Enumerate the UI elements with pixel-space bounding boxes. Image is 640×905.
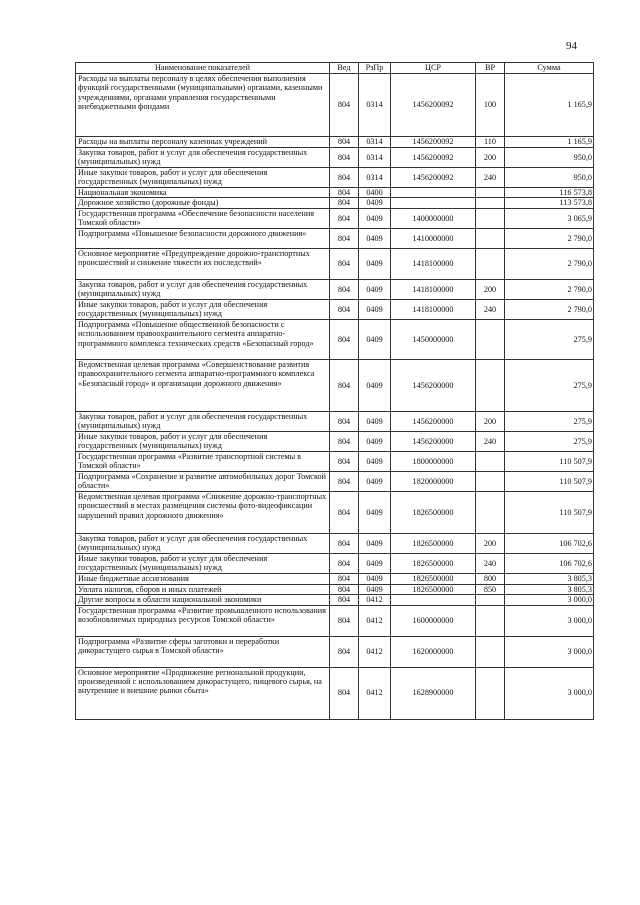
header-name: Наименование показателей [76, 63, 330, 74]
row-ved: 804 [330, 228, 359, 248]
row-csr: 1820000000 [391, 471, 476, 491]
row-name: Расходы на выплаты персоналу в целях обеспечения выполнения функций государственными (муниципальными) органами, казенными учреждениями, органами управления государственными внебюджетными фондами [76, 74, 330, 137]
row-sum: 2 790,0 [505, 299, 594, 319]
row-vr: 200 [476, 148, 505, 168]
table-row [76, 491, 594, 533]
row-name: Основное мероприятие «Предупреждение дорожно-транспортных происшествий и снижение тяжести их последствий» [76, 248, 330, 279]
row-name: Расходы на выплаты персоналу казенных учреждений [76, 137, 330, 148]
row-rzpr: 0314 [359, 74, 391, 137]
row-csr: 1456200092 [391, 74, 476, 137]
row-sum: 275,9 [505, 431, 594, 451]
row-csr: 1826500000 [391, 491, 476, 533]
row-rzpr: 0409 [359, 471, 391, 491]
table-row [76, 359, 594, 411]
row-name: Государственная программа «Развитие промышленного использования возобновляемых природных ресурсов Томской области» [76, 605, 330, 636]
row-csr: 1418100000 [391, 299, 476, 319]
table-row [76, 188, 594, 198]
row-rzpr: 0409 [359, 533, 391, 553]
row-rzpr: 0409 [359, 319, 391, 359]
row-sum: 275,9 [505, 319, 594, 359]
row-csr: 1456200092 [391, 137, 476, 148]
row-ved: 804 [330, 148, 359, 168]
table-row [76, 299, 594, 319]
row-ved: 804 [330, 595, 359, 605]
table-row [76, 431, 594, 451]
row-rzpr: 0409 [359, 411, 391, 431]
row-sum: 2 790,0 [505, 279, 594, 299]
row-name: Основное мероприятие «Продвижение региональной продукции, произведенной с использованием дикорастущего, пищевого сырья, на внутренние и внешние рынки сбыта» [76, 667, 330, 719]
row-name: Подпрограмма «Повышение безопасности дорожного движения» [76, 228, 330, 248]
row-ved: 804 [330, 431, 359, 451]
row-rzpr: 0409 [359, 491, 391, 533]
row-sum: 113 573,8 [505, 198, 594, 208]
row-csr: 1456200092 [391, 168, 476, 188]
row-rzpr: 0314 [359, 137, 391, 148]
row-name: Подпрограмма «Сохранение и развитие автомобильных дорог Томской области» [76, 471, 330, 491]
row-sum: 2 790,0 [505, 248, 594, 279]
row-vr [476, 595, 505, 605]
row-csr: 1826500000 [391, 533, 476, 553]
row-csr: 1456200092 [391, 148, 476, 168]
row-sum: 3 000,0 [505, 667, 594, 719]
row-csr: 1628900000 [391, 667, 476, 719]
row-csr: 1450000000 [391, 319, 476, 359]
table-row [76, 605, 594, 636]
row-sum: 3 065,9 [505, 208, 594, 228]
row-name: Иные закупки товаров, работ и услуг для обеспечения государственных (муниципальных) нужд [76, 299, 330, 319]
row-csr: 1826500000 [391, 553, 476, 573]
header-ved: Вед [330, 63, 359, 74]
row-sum: 3 000,0 [505, 605, 594, 636]
row-rzpr: 0409 [359, 359, 391, 411]
row-ved: 804 [330, 74, 359, 137]
row-name: Иные закупки товаров, работ и услуг для обеспечения государственных (муниципальных) нужд [76, 553, 330, 573]
table-row [76, 198, 594, 208]
row-sum: 2 790,0 [505, 228, 594, 248]
row-vr: 200 [476, 533, 505, 553]
header-vr: ВР [476, 63, 505, 74]
row-sum: 3 000,0 [505, 636, 594, 667]
table-row [76, 248, 594, 279]
row-ved: 804 [330, 451, 359, 471]
row-vr: 240 [476, 168, 505, 188]
row-rzpr: 0409 [359, 584, 391, 594]
row-sum: 1 165,9 [505, 137, 594, 148]
row-csr [391, 188, 476, 198]
row-name: Иные бюджетные ассигнования [76, 573, 330, 584]
table-row [76, 471, 594, 491]
row-rzpr: 0409 [359, 198, 391, 208]
row-csr: 1600000000 [391, 605, 476, 636]
row-name: Ведомственная целевая программа «Снижение дорожно-транспортных происшествий в местах размещения системы фото-видеофиксации нарушений правил дорожного движения» [76, 491, 330, 533]
table-row [76, 319, 594, 359]
row-ved: 804 [330, 411, 359, 431]
row-vr: 110 [476, 137, 505, 148]
row-vr [476, 667, 505, 719]
table-row [76, 228, 594, 248]
table-row [76, 411, 594, 431]
row-sum: 275,9 [505, 411, 594, 431]
table-row [76, 584, 594, 594]
row-vr [476, 208, 505, 228]
row-rzpr: 0409 [359, 299, 391, 319]
row-vr: 240 [476, 299, 505, 319]
row-csr: 1620000000 [391, 636, 476, 667]
row-rzpr: 0409 [359, 228, 391, 248]
row-name: Иные закупки товаров, работ и услуг для обеспечения государственных (муниципальных) нужд [76, 168, 330, 188]
row-vr [476, 451, 505, 471]
table-body [76, 74, 594, 720]
row-name: Дорожное хозяйство (дорожные фонды) [76, 198, 330, 208]
row-csr: 1400000000 [391, 208, 476, 228]
row-csr: 1410000000 [391, 228, 476, 248]
row-csr: 1456200000 [391, 431, 476, 451]
row-rzpr: 0314 [359, 148, 391, 168]
row-sum: 110 507,9 [505, 451, 594, 471]
row-vr: 200 [476, 279, 505, 299]
row-sum: 950,0 [505, 148, 594, 168]
row-vr [476, 471, 505, 491]
table-row [76, 168, 594, 188]
row-ved: 804 [330, 605, 359, 636]
row-vr [476, 319, 505, 359]
row-ved: 804 [330, 208, 359, 228]
row-rzpr: 0409 [359, 248, 391, 279]
row-rzpr: 0412 [359, 605, 391, 636]
header-csr: ЦСР [391, 63, 476, 74]
row-sum: 950,0 [505, 168, 594, 188]
row-name: Иные закупки товаров, работ и услуг для обеспечения государственных (муниципальных) нужд [76, 431, 330, 451]
row-ved: 804 [330, 137, 359, 148]
table-header-row [76, 63, 594, 74]
row-name: Другие вопросы в области национальной экономики [76, 595, 330, 605]
row-ved: 804 [330, 248, 359, 279]
table-row [76, 667, 594, 719]
table-row [76, 553, 594, 573]
row-csr [391, 198, 476, 208]
table-row [76, 148, 594, 168]
row-ved: 804 [330, 168, 359, 188]
row-name: Закупка товаров, работ и услуг для обеспечения государственных (муниципальных) нужд [76, 411, 330, 431]
row-sum: 106 702,6 [505, 553, 594, 573]
row-name: Ведомственная целевая программа «Совершенствование развития правоохранительного сегмента аппаратно-программного комплекса «Безопасный город» и организации дорожного движения» [76, 359, 330, 411]
row-csr: 1826500000 [391, 573, 476, 584]
row-vr [476, 198, 505, 208]
row-ved: 804 [330, 299, 359, 319]
row-name: Подпрограмма «Повышение общественной безопасности с использованием правоохранительного сегмента аппаратно-программного комплекса технических средств «Безопасный город» [76, 319, 330, 359]
table-row [76, 573, 594, 584]
row-rzpr: 0314 [359, 168, 391, 188]
row-sum: 1 165,9 [505, 74, 594, 137]
row-vr [476, 188, 505, 198]
row-vr [476, 359, 505, 411]
row-vr: 240 [476, 431, 505, 451]
row-rzpr: 0409 [359, 553, 391, 573]
table-row [76, 74, 594, 137]
row-sum: 275,9 [505, 359, 594, 411]
row-rzpr: 0409 [359, 208, 391, 228]
row-ved: 804 [330, 198, 359, 208]
row-name: Уплата налогов, сборов и иных платежей [76, 584, 330, 594]
row-csr: 1418100000 [391, 248, 476, 279]
table-row [76, 279, 594, 299]
row-sum: 106 702,6 [505, 533, 594, 553]
table-row [76, 636, 594, 667]
budget-table [75, 62, 594, 720]
table-row [76, 137, 594, 148]
row-name: Подпрограмма «Развитие сферы заготовки и переработки дикорастущего сырья в Томской области» [76, 636, 330, 667]
row-ved: 804 [330, 188, 359, 198]
row-rzpr: 0409 [359, 451, 391, 471]
row-ved: 804 [330, 319, 359, 359]
row-name: Закупка товаров, работ и услуг для обеспечения государственных (муниципальных) нужд [76, 279, 330, 299]
row-ved: 804 [330, 636, 359, 667]
row-csr: 1456200000 [391, 411, 476, 431]
row-csr [391, 595, 476, 605]
row-ved: 804 [330, 471, 359, 491]
row-sum: 3 805,3 [505, 584, 594, 594]
row-vr: 800 [476, 573, 505, 584]
row-rzpr: 0400 [359, 188, 391, 198]
header-sum: Сумма [505, 63, 594, 74]
row-vr [476, 605, 505, 636]
row-vr: 850 [476, 584, 505, 594]
row-ved: 804 [330, 584, 359, 594]
table-row [76, 533, 594, 553]
row-vr: 100 [476, 74, 505, 137]
row-name: Государственная программа «Развитие транспортной системы в Томской области» [76, 451, 330, 471]
row-vr [476, 636, 505, 667]
row-vr: 200 [476, 411, 505, 431]
header-rzpr: РзПр [359, 63, 391, 74]
row-vr [476, 248, 505, 279]
row-csr: 1456200000 [391, 359, 476, 411]
row-rzpr: 0412 [359, 667, 391, 719]
row-ved: 804 [330, 533, 359, 553]
row-name: Национальная экономика [76, 188, 330, 198]
row-rzpr: 0412 [359, 595, 391, 605]
row-rzpr: 0409 [359, 573, 391, 584]
row-ved: 804 [330, 359, 359, 411]
row-ved: 804 [330, 553, 359, 573]
row-sum: 3 000,0 [505, 595, 594, 605]
row-rzpr: 0409 [359, 279, 391, 299]
row-sum: 116 573,8 [505, 188, 594, 198]
table-row [76, 595, 594, 605]
row-ved: 804 [330, 667, 359, 719]
row-name: Закупка товаров, работ и услуг для обеспечения государственных (муниципальных) нужд [76, 148, 330, 168]
row-vr: 240 [476, 553, 505, 573]
row-sum: 3 805,3 [505, 573, 594, 584]
row-ved: 804 [330, 573, 359, 584]
page-number: 94 [566, 40, 577, 52]
row-csr: 1826500000 [391, 584, 476, 594]
row-vr [476, 228, 505, 248]
row-csr: 1800000000 [391, 451, 476, 471]
row-sum: 110 507,9 [505, 491, 594, 533]
row-rzpr: 0412 [359, 636, 391, 667]
row-sum: 110 507,9 [505, 471, 594, 491]
table-row [76, 451, 594, 471]
table-row [76, 208, 594, 228]
row-ved: 804 [330, 491, 359, 533]
row-ved: 804 [330, 279, 359, 299]
row-name: Государственная программа «Обеспечение безопасности населения Томской области» [76, 208, 330, 228]
row-rzpr: 0409 [359, 431, 391, 451]
row-vr [476, 491, 505, 533]
row-name: Закупка товаров, работ и услуг для обеспечения государственных (муниципальных) нужд [76, 533, 330, 553]
row-csr: 1418100000 [391, 279, 476, 299]
